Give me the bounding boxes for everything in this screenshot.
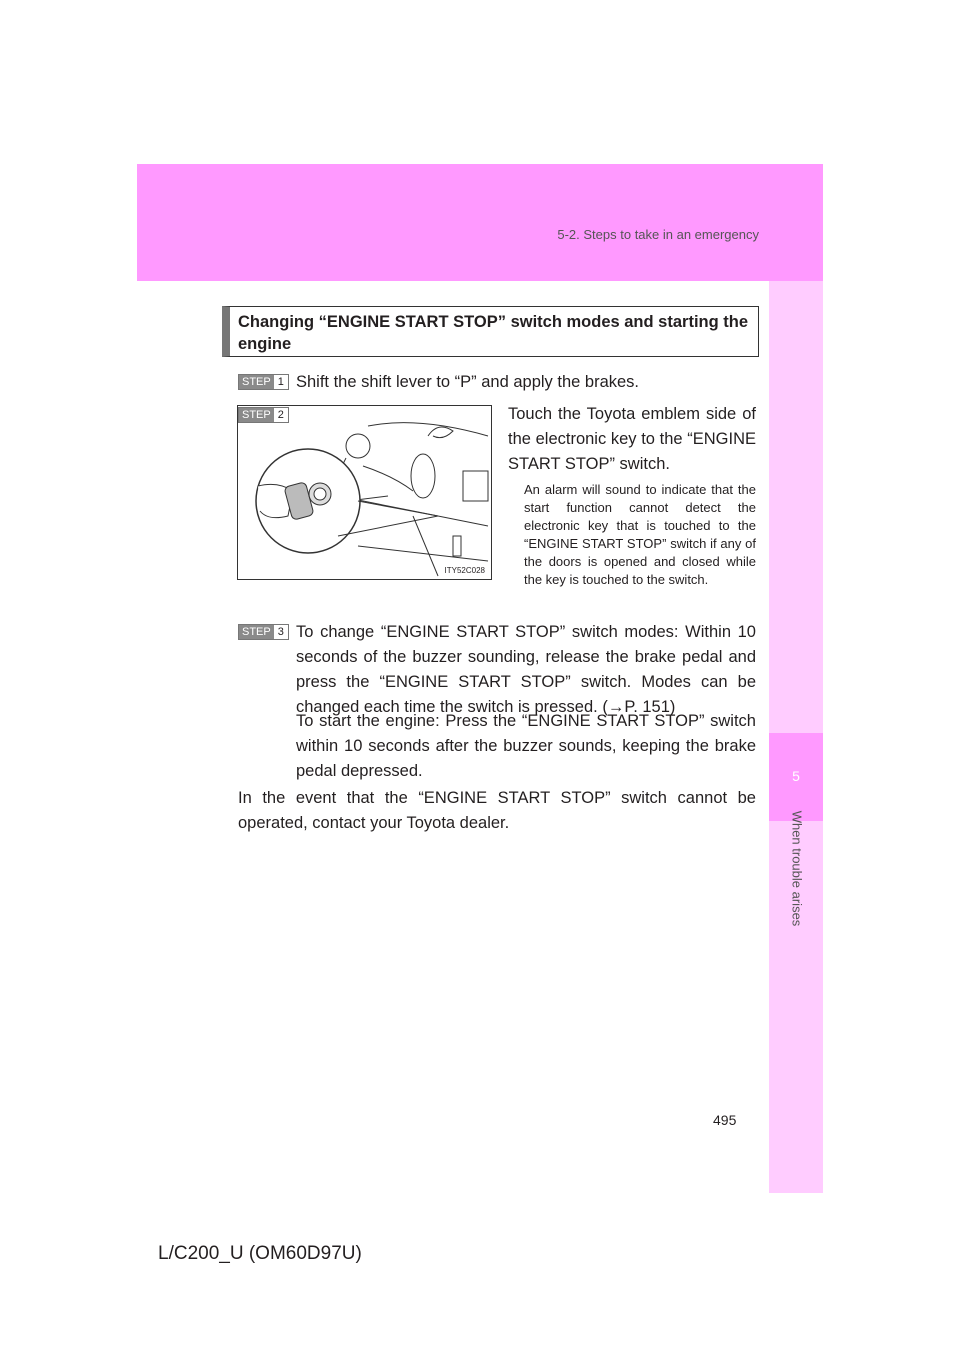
side-tab	[769, 281, 823, 1193]
step-3-label: STEP 3	[238, 624, 289, 640]
step-3-text: To change “ENGINE START STOP” switch modes: Within 10 seconds of the buzzer sounding, release the brake pedal and press the “ENGINE START STOP” switch. Modes can be changed each time the switch is pressed. (→P. 151)	[296, 623, 756, 716]
step-2-note: An alarm will sound to indicate that the start function cannot detect the electronic key that is touched to the “ENGINE START STOP” switch if any of the doors is opened and closed while the key is touched to the switch.	[524, 482, 756, 587]
illustration-svg	[238, 406, 492, 580]
figure-code: ITY52C028	[444, 566, 485, 575]
section-title: Changing “ENGINE START STOP” switch modes and starting the engine	[238, 313, 749, 353]
step-3-text-2: To start the engine: Press the “ENGINE START STOP” switch within 10 seconds after the buzzer sounds, keeping the brake pedal depressed.	[296, 712, 756, 780]
step-2-label: STEP 2	[238, 407, 289, 423]
key-touch-illustration	[237, 405, 492, 580]
chapter-title: When trouble arises	[789, 810, 805, 927]
header-band	[137, 164, 823, 281]
step-2-text: Touch the Toyota emblem side of the electronic key to the “ENGINE START STOP” switch.	[508, 405, 756, 473]
step-1-label: STEP 1	[238, 374, 289, 390]
chapter-number: 5	[792, 768, 800, 784]
page-number: 495	[713, 1112, 737, 1128]
section-heading-box	[222, 306, 759, 357]
step-1-text: Shift the shift lever to “P” and apply the brakes.	[296, 373, 640, 391]
footer-code: L/C200_U (OM60D97U)	[158, 1243, 362, 1264]
closing-text: In the event that the “ENGINE START STOP” switch cannot be operated, contact your Toyota dealer.	[238, 789, 756, 832]
running-header: 5-2. Steps to take in an emergency	[557, 227, 759, 242]
chapter-box	[769, 733, 823, 821]
